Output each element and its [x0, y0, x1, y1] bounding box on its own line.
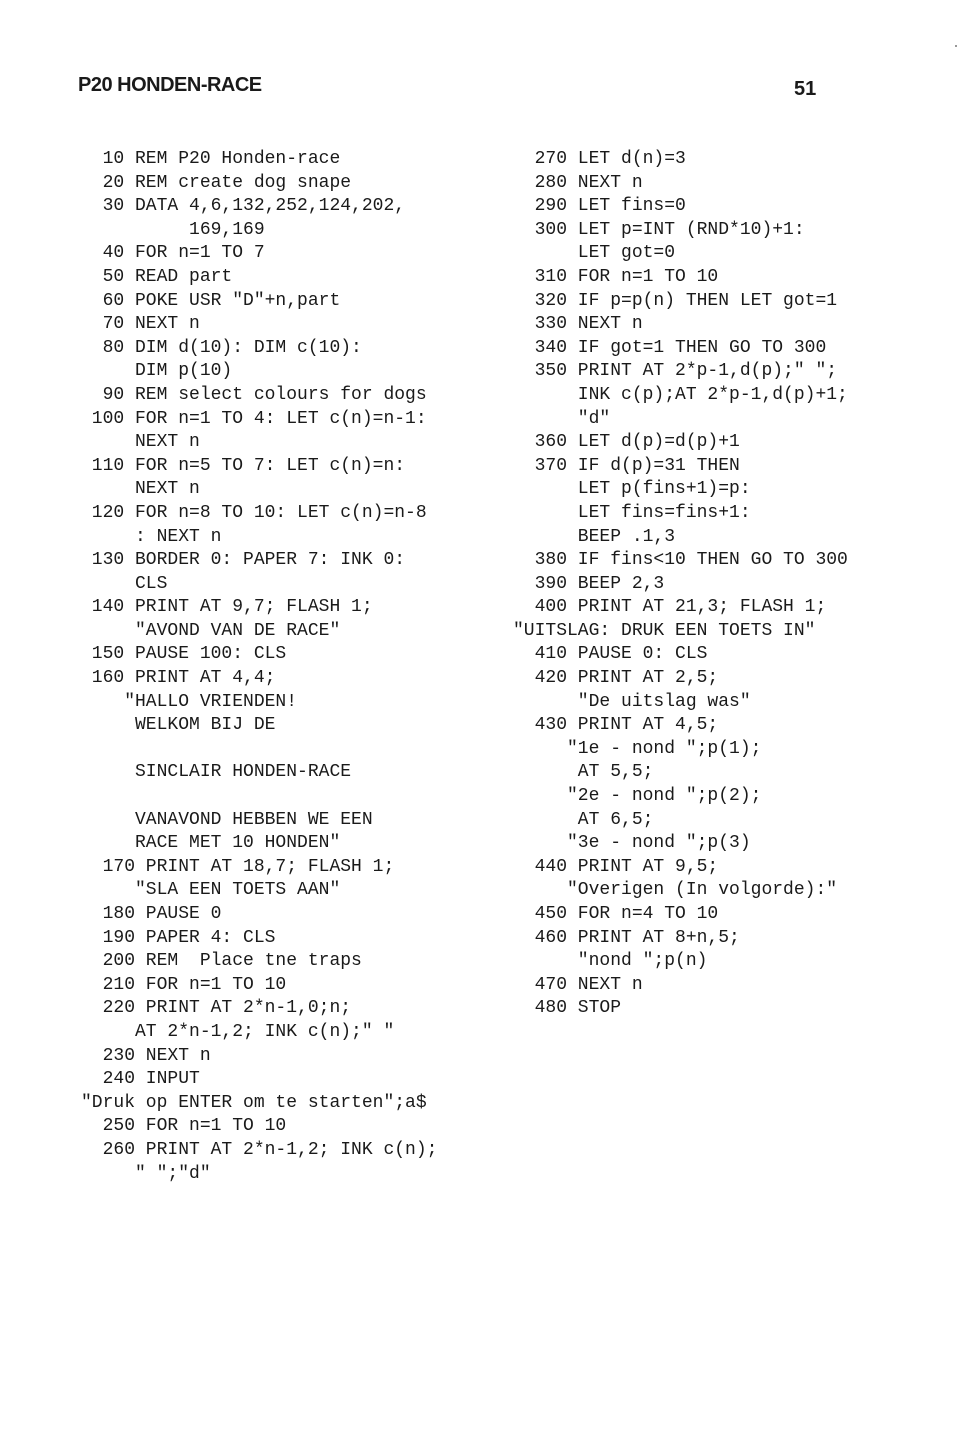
code-line: "nond ";p(n): [513, 951, 708, 972]
code-line: LET got=0: [513, 243, 676, 264]
code-line: 20 REM create dog snape: [81, 172, 352, 193]
code-line: 340 IF got=1 THEN GO TO 300: [513, 337, 827, 358]
code-line: 150 PAUSE 100: CLS: [81, 644, 287, 665]
code-line: NEXT n: [81, 479, 200, 500]
code-line: 360 LET d(p)=d(p)+1: [513, 432, 740, 453]
code-line: 370 IF d(p)=31 THEN: [513, 455, 740, 476]
code-line: WELKOM BIJ DE: [81, 715, 276, 736]
code-line: 380 IF fins<10 THEN GO TO 300: [513, 550, 848, 571]
code-line: INK c(p);AT 2*p-1,d(p)+1;: [513, 384, 848, 405]
code-line: 130 BORDER 0: PAPER 7: INK 0:: [81, 550, 406, 571]
code-line: "De uitslag was": [513, 691, 751, 712]
code-line: 220 PRINT AT 2*n-1,0;n;: [81, 998, 352, 1019]
code-line: AT 5,5;: [513, 762, 654, 783]
code-line: 110 FOR n=5 TO 7: LET c(n)=n:: [81, 455, 406, 476]
code-line: 40 FOR n=1 TO 7: [81, 243, 265, 264]
code-line: 290 LET fins=0: [513, 196, 686, 217]
code-line: 170 PRINT AT 18,7; FLASH 1;: [81, 856, 395, 877]
code-line: "HALLO VRIENDEN!: [81, 691, 298, 712]
code-line: AT 6,5;: [513, 809, 654, 830]
code-line: 270 LET d(n)=3: [513, 149, 686, 169]
code-line: 460 PRINT AT 8+n,5;: [513, 927, 740, 948]
code-line: "2e - nond ";p(2);: [513, 786, 762, 807]
code-line: CLS: [81, 573, 168, 594]
code-line: 300 LET p=INT (RND*10)+1:: [513, 219, 805, 240]
code-line: "AVOND VAN DE RACE": [81, 620, 341, 641]
code-line: DIM p(10): [81, 361, 233, 382]
code-line: 320 IF p=p(n) THEN LET got=1: [513, 290, 838, 311]
code-line: "UITSLAG: DRUK EEN TOETS IN": [513, 620, 816, 641]
code-line: 200 REM Place tne traps: [81, 951, 362, 972]
code-line: VANAVOND HEBBEN WE EEN: [81, 809, 373, 830]
code-line: NEXT n: [81, 432, 200, 453]
page-header: [78, 74, 818, 104]
code-listing-right: [513, 148, 848, 1021]
code-line: 430 PRINT AT 4,5;: [513, 715, 719, 736]
code-line: 450 FOR n=4 TO 10: [513, 904, 719, 924]
code-line: 60 POKE USR "D"+n,part: [81, 290, 341, 311]
code-line: 160 PRINT AT 4,4;: [81, 668, 276, 689]
code-line: 310 FOR n=1 TO 10: [513, 266, 719, 287]
code-line: AT 2*n-1,2; INK c(n);" ": [81, 1021, 395, 1042]
code-line: "Overigen (In volgorde):": [513, 880, 838, 901]
code-line: 30 DATA 4,6,132,252,124,202,: [81, 196, 406, 217]
code-line: LET fins=fins+1:: [513, 502, 751, 523]
code-line: 120 FOR n=8 TO 10: LET c(n)=n-8: [81, 502, 427, 523]
code-line: 250 FOR n=1 TO 10: [81, 1116, 287, 1137]
code-line: BEEP .1,3: [513, 526, 676, 547]
code-line: 280 NEXT n: [513, 172, 643, 193]
code-line: 330 NEXT n: [513, 314, 643, 335]
code-line: RACE MET 10 HONDEN": [81, 833, 341, 854]
code-line: 90 REM select colours for dogs: [81, 384, 427, 405]
code-line: 70 NEXT n: [81, 314, 200, 335]
code-line: 440 PRINT AT 9,5;: [513, 856, 719, 877]
code-line: 100 FOR n=1 TO 4: LET c(n)=n-1:: [81, 408, 427, 429]
code-line: : NEXT n: [81, 526, 222, 547]
code-line: " ";"d": [81, 1163, 211, 1184]
code-line: 190 PAPER 4: CLS: [81, 927, 276, 948]
code-line: 140 PRINT AT 9,7; FLASH 1;: [81, 597, 373, 618]
code-line: 400 PRINT AT 21,3; FLASH 1;: [513, 597, 827, 618]
code-line: 240 INPUT: [81, 1069, 200, 1090]
code-line: LET p(fins+1)=p:: [513, 479, 751, 500]
code-line: 169,169: [81, 219, 265, 240]
code-line: 230 NEXT n: [81, 1045, 211, 1066]
code-line: 180 PAUSE 0: [81, 904, 222, 924]
code-line: "Druk op ENTER om te starten";a$: [81, 1092, 427, 1113]
code-line: SINCLAIR HONDEN-RACE: [81, 762, 352, 783]
code-line: 10 REM P20 Honden-race: [81, 149, 341, 169]
code-line: "SLA EEN TOETS AAN": [81, 880, 341, 901]
code-line: 480 STOP: [513, 998, 622, 1019]
code-line: 470 NEXT n: [513, 974, 643, 995]
code-line: "d": [513, 408, 611, 429]
code-line: 350 PRINT AT 2*p-1,d(p);" ";: [513, 361, 838, 382]
code-line: 420 PRINT AT 2,5;: [513, 668, 719, 689]
paper-speck: [955, 45, 957, 47]
page-number: 51: [794, 78, 817, 100]
code-listing-left: [81, 148, 437, 1186]
code-line: 410 PAUSE 0: CLS: [513, 644, 708, 665]
code-line: "1e - nond ";p(1);: [513, 738, 762, 759]
code-line: [81, 785, 437, 809]
code-line: "3e - nond ";p(3): [513, 833, 751, 854]
chapter-title: P20 HONDEN-RACE: [78, 74, 262, 96]
code-line: 260 PRINT AT 2*n-1,2; INK c(n);: [81, 1139, 438, 1160]
code-line: 210 FOR n=1 TO 10: [81, 974, 287, 995]
code-line: 50 READ part: [81, 266, 233, 287]
code-line: 390 BEEP 2,3: [513, 573, 665, 594]
code-line: 80 DIM d(10): DIM c(10):: [81, 337, 362, 358]
code-line: [81, 738, 437, 762]
